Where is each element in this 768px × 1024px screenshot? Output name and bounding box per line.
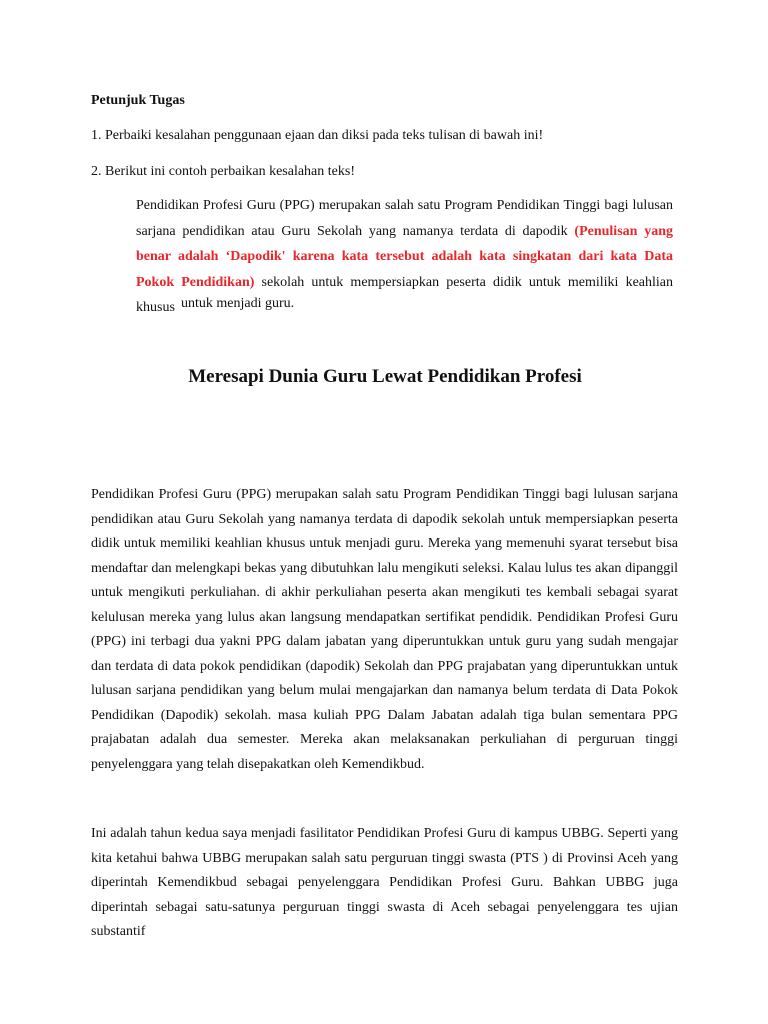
instruction-1: 1. Perbaiki kesalahan penggunaan ejaan dan diksi pada teks tulisan di bawah ini! xyxy=(91,128,544,143)
example-text-before: Pendidikan Profesi Guru (PPG) merupakan salah satu Program Pendidikan Tinggi bagi lulusan sarjana pendidikan atau Guru Sekolah yang namanya terdata di dapodik xyxy=(136,198,673,239)
article-paragraph-2: Ini adalah tahun kedua saya menjadi fasilitator Pendidikan Profesi Guru di kampus UBBG. Seperti yang kita ketahui bahwa UBBG merupakan salah satu perguruan tinggi swasta (PTS ) di Provinsi Aceh yang diperintah Kemendikbud sebagai penyelenggara Pendidikan Profesi Guru. Bahkan UBBG juga diperintah sebagai satu-satunya perguruan tinggi swasta di Aceh sebagai penyelenggara tes ujian substantif xyxy=(91,826,678,939)
example-text-end: untuk menjadi guru. xyxy=(181,296,295,311)
article-title xyxy=(0,366,768,388)
correction-note: (Penulisan yang benar adalah ‘Dapodik' karena kata tersebut adalah kata singkatan dari kata Data Pokok Pendidikan) xyxy=(136,223,673,290)
instruction-2: 2. Berikut ini contoh perbaikan kesalahan teks! xyxy=(91,164,355,179)
example-text-after: sekolah untuk mempersiapkan peserta didik untuk memiliki keahlian khusus xyxy=(136,274,673,315)
article-paragraph-1: Pendidikan Profesi Guru (PPG) merupakan salah satu Program Pendidikan Tinggi bagi lulusan sarjana pendidikan atau Guru Sekolah yang namanya terdata di dapodik sekolah untuk mempersiapkan peserta didik untuk memiliki keahlian khusus untuk menjadi guru. Mereka yang memenuhi syarat tersebut bisa mendaftar dan melengkapi bekas yang dibutuhkan lalu mengikuti seleksi. Kalau lulus tes akan dipanggil untuk mengikuti perkuliahan. di akhir perkuliahan peserta akan mengikuti tes kembali sebagai syarat kelulusan mereka yang lulus akan langsung mendapatkan sertifikat pendidik. Pendidikan Profesi Guru (PPG) ini terbagi dua yakni PPG dalam jabatan yang diperuntukkan untuk guru yang sudah mengajar dan terdata di data pokok pendidikan (dapodik) Sekolah dan PPG prajabatan yang diperuntukkan untuk lulusan sarjana pendidikan yang belum mulai mengajarkan dan namanya belum terdata di Data Pokok Pendidikan (Dapodik) sekolah. masa kuliah PPG Dalam Jabatan adalah tiga bulan sementara PPG prajabatan adalah dua semester. Mereka akan melaksanakan perkuliahan di perguruan tinggi penyelenggara yang telah disepakatkan oleh Kemendikbud. xyxy=(91,487,678,772)
task-heading: Petunjuk Tugas xyxy=(91,93,185,108)
article-title-text: Meresapi Dunia Guru Lewat Pendidikan Profesi xyxy=(188,366,582,387)
